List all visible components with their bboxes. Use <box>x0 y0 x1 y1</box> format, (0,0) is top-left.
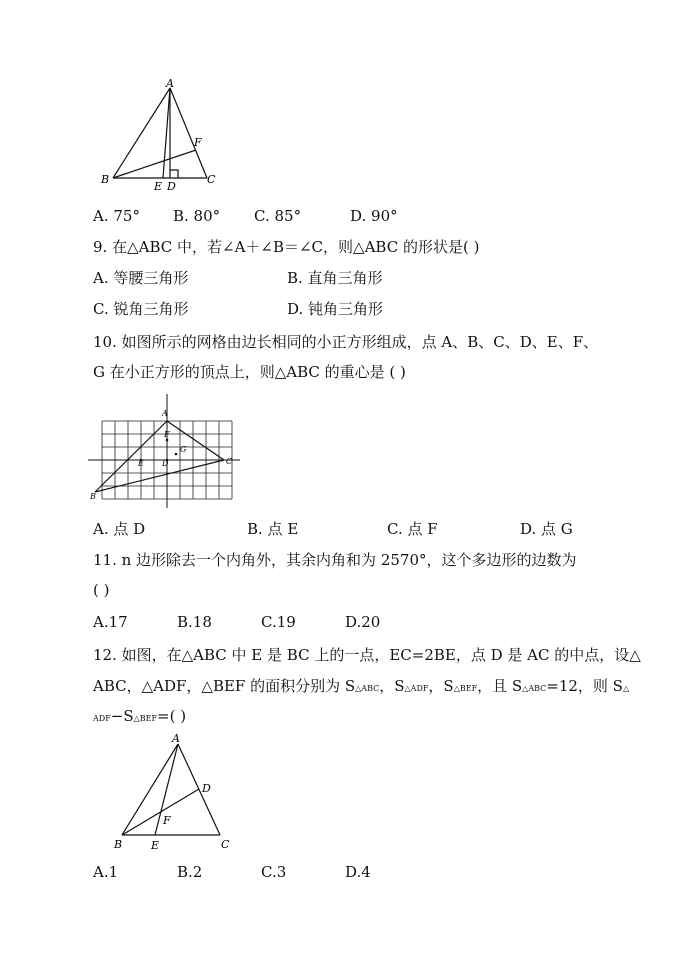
fig1-side-ac <box>170 88 207 178</box>
q10-stem-line1: 10. 如图所示的网格由边长相同的小正方形组成，点 A、B、C、D、E、F、 <box>93 333 599 351</box>
fig2-side-ab <box>95 421 167 492</box>
q9-option-b: B. 直角三角形 <box>287 269 383 287</box>
q8-option-d: D. 90° <box>350 207 398 225</box>
figure-3-triangle <box>108 730 238 855</box>
fig2-label-a: A <box>162 409 168 418</box>
q12-option-d: D.4 <box>345 863 371 881</box>
fig1-segment-bf <box>113 150 196 178</box>
q10-option-d: D. 点 G <box>520 520 573 538</box>
fig3-segment-bd <box>122 789 199 835</box>
q12-stem-line3 <box>93 706 186 729</box>
fig3-label-a: A <box>172 732 180 745</box>
q9-stem: 9. 在△ABC 中，若∠A＋∠B＝∠C，则△ABC 的形状是( ) <box>93 238 480 256</box>
q11-stem-line2: ( ) <box>93 581 110 599</box>
q12-l3-sub2: △BEF <box>133 714 158 723</box>
q10-option-b: B. 点 E <box>247 520 299 538</box>
fig2-label-g: G <box>180 445 187 454</box>
q12-l3-a: −S <box>110 707 134 725</box>
q11-stem-line1: 11. n 边形除去一个内角外，其余内角和为 2570°，这个多边形的边数为 <box>93 551 577 569</box>
q12-l2-f: △ <box>622 684 630 693</box>
q12-l2-e: =12，则 S <box>546 677 623 695</box>
q8-option-b: B. 80° <box>173 207 221 225</box>
q11-option-c: C.19 <box>261 613 296 631</box>
q11-option-d: D.20 <box>345 613 381 631</box>
q10-option-c: C. 点 F <box>387 520 438 538</box>
q12-l2-sub1: △ABC <box>355 684 380 693</box>
fig1-label-c: C <box>207 173 216 186</box>
fig2-label-b: B <box>90 492 96 501</box>
q12-option-a: A.1 <box>93 863 119 881</box>
q12-l2-sub3: △BEF <box>453 684 478 693</box>
figure-1-triangle <box>95 78 225 193</box>
q9-option-d: D. 钝角三角形 <box>287 300 384 318</box>
fig1-label-a: A <box>166 78 174 90</box>
q9-option-c: C. 锐角三角形 <box>93 300 189 318</box>
q12-option-b: B.2 <box>177 863 203 881</box>
fig2-label-d: D <box>162 459 169 468</box>
q12-l2-b: ，S <box>379 677 405 695</box>
fig2-side-bc <box>95 460 224 492</box>
q8-option-a: A. 75° <box>93 207 140 225</box>
fig2-label-f: F <box>164 430 170 439</box>
q8-option-c: C. 85° <box>254 207 302 225</box>
fig1-label-d: D <box>167 180 176 193</box>
q9-option-a: A. 等腰三角形 <box>93 269 189 287</box>
q12-l2-c: ，S <box>428 677 454 695</box>
q12-stem-line2 <box>93 676 629 699</box>
fig1-label-f: F <box>194 136 202 149</box>
q12-l3-b: =( ) <box>157 707 187 725</box>
fig2-label-e: E <box>138 459 144 468</box>
q12-l2-sub4: △ABC <box>522 684 547 693</box>
fig1-label-b: B <box>101 173 110 186</box>
q11-option-a: A.17 <box>93 613 128 631</box>
q12-stem-line1: 12. 如图，在△ABC 中 E 是 BC 上的一点，EC=2BE，点 D 是 AC 的中点，设△ <box>93 646 641 664</box>
fig3-label-f: F <box>163 814 171 827</box>
q12-l2-a: ABC，△ADF，△BEF 的面积分别为 S <box>93 677 356 695</box>
fig3-label-e: E <box>151 839 160 852</box>
q12-option-c: C.3 <box>261 863 287 881</box>
fig1-side-ab <box>113 88 170 178</box>
q12-l2-sub2: △ADF <box>404 684 429 693</box>
q11-option-b: B.18 <box>177 613 212 631</box>
figure-2-grid <box>88 392 248 510</box>
fig1-label-e: E <box>154 180 163 193</box>
q12-l3-sub: ADF <box>93 714 111 723</box>
fig3-label-b: B <box>114 838 123 851</box>
q12-l2-d: ，且 S <box>477 677 523 695</box>
q10-stem-line2: G 在小正方形的顶点上，则△ABC 的重心是 ( ) <box>93 363 406 381</box>
fig3-label-d: D <box>202 782 211 795</box>
fig2-label-c: C <box>226 457 233 466</box>
fig1-segment-ae <box>163 88 170 178</box>
q10-option-a: A. 点 D <box>93 520 146 538</box>
fig1-right-angle-mark <box>170 170 178 178</box>
fig3-label-c: C <box>221 838 230 851</box>
